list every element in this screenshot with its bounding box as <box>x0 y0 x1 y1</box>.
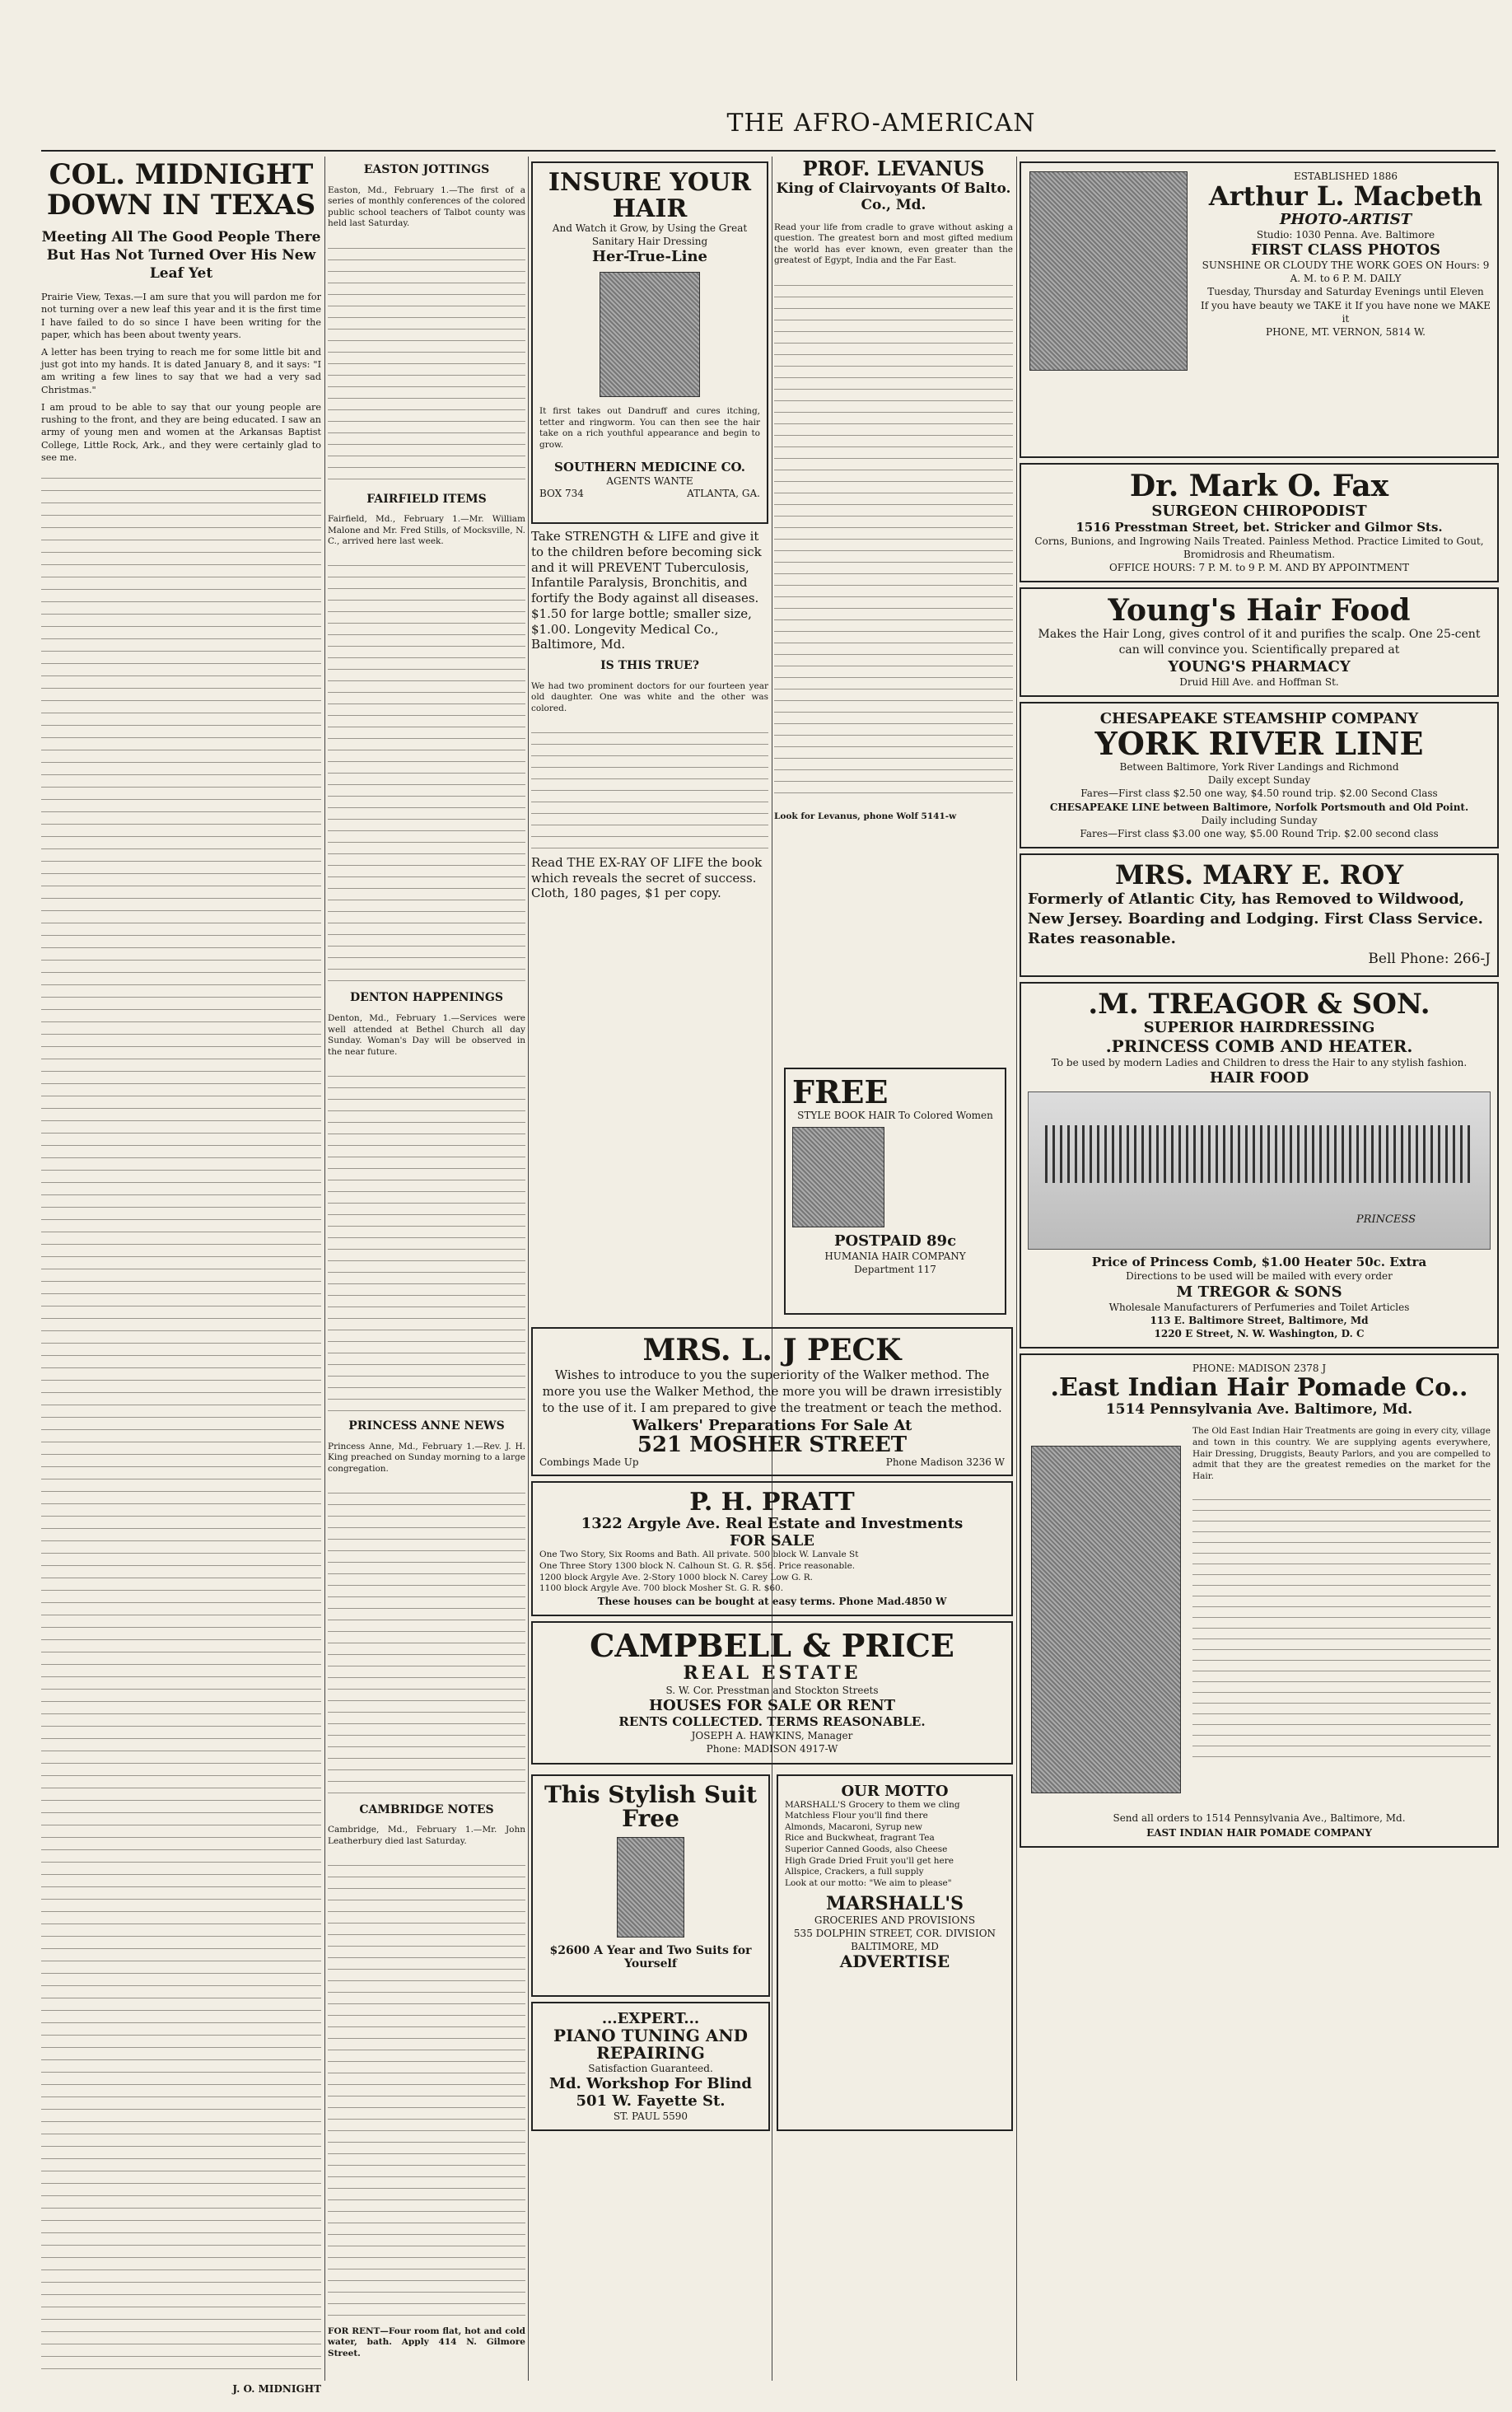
ad-box: BOX 734 <box>539 488 584 500</box>
treagor-sub: SUPERIOR HAIRDRESSING <box>1143 1019 1375 1037</box>
ei-address: 1514 Pennsylvania Ave. Baltimore, Md. <box>1105 1400 1413 1418</box>
ches-line: CHESAPEAKE LINE between Baltimore, Norfolk Portsmouth and Old Point. <box>1049 801 1469 813</box>
macbeth-hours: SUNSHINE OR CLOUDY THE WORK GOES ON Hours: 9 A. M. to 6 P. M. DAILY <box>1202 259 1490 285</box>
ad-brand: Her-True-Line <box>591 248 708 266</box>
piano-ad <box>531 2002 770 2131</box>
roy-body: Formerly of Atlantic City, has Removed to Wildwood, New Jersey. Boarding and Lodging. First Class Service. Rates reasonable. <box>1028 890 1483 948</box>
headline: COL. MIDNIGHT DOWN IN TEXAS <box>46 158 316 222</box>
cp-re: REAL ESTATE <box>683 1662 861 1684</box>
for-rent-notice: FOR RENT—Four room flat, hot and cold water, bath. Apply 414 N. Gilmore Street. <box>328 2326 525 2359</box>
news-item: Cambridge, Md., February 1.—Mr. John Leatherbury died last Saturday. <box>328 1825 525 1847</box>
motto-advertise: ADVERTISE <box>839 1952 950 1972</box>
peck-name: MRS. L. J PECK <box>642 1333 902 1367</box>
free-style-book-ad <box>784 1068 1006 1315</box>
cp-rents: RENTS COLLECTED. TERMS REASONABLE. <box>618 1714 926 1730</box>
motto-groceries: GROCERIES AND PROVISIONS <box>814 1914 976 1926</box>
pratt-footer: These houses can be bought at easy terms. Phone Mad.4850 W <box>597 1595 947 1607</box>
ei-footer: Send all orders to 1514 Pennsylvania Ave., Baltimore, Md. <box>1113 1812 1406 1824</box>
hair-switch-image <box>792 1127 884 1227</box>
piano-address: 501 W. Fayette St. <box>576 2092 726 2110</box>
motto-line: MARSHALL'S Grocery to them we cling <box>785 1799 960 1810</box>
ei-text-block <box>1192 1491 1491 1763</box>
ad-body: It first takes out Dandruff and cures itching, tetter and ringworm. You can then see the hair take on a rich youthful appearance and begin to grow. <box>539 405 760 450</box>
ches-daily: Daily including Sunday <box>1201 814 1318 826</box>
news-item: Easton, Md., February 1.—The first of a series of monthly conferences of the colored public school teachers of Talbot county was held last Saturday. <box>328 185 525 229</box>
masthead-rule <box>41 150 1496 152</box>
treagor-name2: M TREGOR & SONS <box>1176 1283 1342 1301</box>
masthead: THE AFRO-AMERICAN <box>726 109 1036 138</box>
article-text-block <box>41 469 321 2380</box>
cp-address: S. W. Cor. Presstman and Stockton Streets <box>665 1684 879 1696</box>
ad-agents: AGENTS WANTE <box>606 474 693 487</box>
treagor-directions: Directions to be used will be mailed with every order <box>1126 1270 1393 1283</box>
woman-long-hair-image <box>1031 1446 1181 1793</box>
deck: Meeting All The Good People There But Has Not Turned Over His New Leaf Yet <box>41 228 321 282</box>
ei-company: EAST INDIAN HAIR POMADE COMPANY <box>1146 1827 1372 1839</box>
peck-sale: Walkers' Preparations For Sale At <box>632 1416 912 1434</box>
section-heading: FAIRFIELD ITEMS <box>366 492 487 506</box>
column-divider <box>1016 157 1017 2381</box>
macbeth-address: Studio: 1030 Penna. Ave. Baltimore <box>1256 228 1435 241</box>
young-body: Makes the Hair Long, gives control of it and purifies the scalp. One 25-cent can will convince you. Scientifically prepared at <box>1038 628 1481 657</box>
campbell-price-ad <box>531 1621 1013 1764</box>
middle-ads <box>531 1322 1013 2136</box>
levanus-subtitle: King of Clairvoyants Of Balto. Co., Md. <box>776 180 1011 213</box>
motto-line: Rice and Buckwheat, fragrant Tea <box>785 1833 935 1844</box>
york-fares: Fares—First class $2.50 one way, $4.50 round trip. $2.00 Second Class <box>1080 788 1438 800</box>
motto-store: MARSHALL'S <box>825 1892 964 1914</box>
fax-hours: OFFICE HOURS: 7 P. M. to 9 P. M. AND BY APPOINTMENT <box>1108 562 1410 574</box>
piano-title: PIANO TUNING AND REPAIRING <box>553 2025 748 2063</box>
macbeth-name: Arthur L. Macbeth <box>1208 180 1483 213</box>
young-address: Druid Hill Ave. and Hoffman St. <box>1179 675 1339 688</box>
pratt-name: P. H. PRATT <box>689 1487 855 1517</box>
macbeth-text <box>1201 170 1491 339</box>
pratt-address: 1322 Argyle Ave. Real Estate and Investments <box>581 1515 964 1533</box>
article-paragraph: Prairie View, Texas.—I am sure that you will pardon me for not turning over a new leaf this year and it is the first time I have failed to do so since I have been writing for the paper, which has been about twenty years. <box>41 292 321 340</box>
fax-ad <box>1020 463 1499 582</box>
motto-line: Allspice, Crackers, a full supply <box>785 1867 924 1877</box>
macbeth-ad <box>1020 161 1499 458</box>
ei-phone: PHONE: MADISON 2378 J <box>1192 1363 1327 1375</box>
pratt-listing: One Two Story, Six Rooms and Bath. All private. 500 block W. Lanvale St <box>539 1550 859 1560</box>
treagor-wholesale: Wholesale Manufacturers of Perfumeries and Toilet Articles <box>1108 1301 1410 1313</box>
ei-body: The Old East Indian Hair Treatments are going in every city, village and town in this country. We are supplying agents everywhere, Hair Dressing, Druggists, Beauty Parlors, and you are compelled to admit that they are the greatest remedies on the market for the Hair. <box>1192 1426 1491 1481</box>
peck-footer-row <box>539 1456 1005 1468</box>
treagor-address2: 1220 E Street, N. W. Washington, D. C <box>1154 1328 1365 1339</box>
york-sub: Between Baltimore, York River Landings and Richmond <box>1119 761 1399 774</box>
section-heading: DENTON HAPPENINGS <box>350 991 503 1005</box>
free-subtitle: STYLE BOOK HAIR To Colored Women <box>797 1109 993 1121</box>
exray-ad: Read THE EX-RAY OF LIFE the book which reveals the secret of success. Cloth, 180 pages, $1 per copy. <box>531 854 763 901</box>
ei-title: .East Indian Hair Pomade Co.. <box>1050 1373 1468 1403</box>
text-block <box>328 556 525 984</box>
ad-company: SOUTHERN MEDICINE CO. <box>554 459 745 474</box>
fax-sub: Corns, Bunions, and Ingrowing Nails Treated. Painless Method. Practice Limited to Gout, Bromidrosis and Rheumatism. <box>1034 535 1484 560</box>
man-figure-image <box>617 1837 684 1938</box>
piano-expert: ...EXPERT... <box>601 2009 700 2027</box>
section-heading: CAMBRIDGE NOTES <box>359 1802 494 1816</box>
levanus-title: PROF. LEVANUS <box>802 157 985 180</box>
east-indian-ad <box>1020 1353 1499 1848</box>
news-item: Princess Anne, Md., February 1.—Rev. J. H. King preached on Sunday morning to a large congregation. <box>328 1441 525 1474</box>
article-paragraph: I am proud to be able to say that our young people are rushing to the front, and they are being educated. I saw an army of young men and women at the Arkansas Baptist College, Little Rock, Ark., and they were certainly glad to see me. <box>41 401 321 463</box>
peck-body: Wishes to introduce to you the superiority of the Walker method. The more you use the Walker Method, the more you will be drawn irresistibly to the use of it. I am prepared to give the treatment or teach the method. <box>542 1367 1002 1416</box>
macbeth-phone: PHONE, MT. VERNON, 5814 W. <box>1266 325 1426 338</box>
motto-city: BALTIMORE, MD <box>851 1941 939 1953</box>
roy-phone: Bell Phone: 266-J <box>1368 950 1491 967</box>
treagor-comb: .PRINCESS COMB AND HEATER. <box>1105 1036 1413 1057</box>
motto-line: High Grade Dried Fruit you'll get here <box>785 1855 954 1866</box>
column-ads-right <box>1020 157 1499 2381</box>
text-block <box>328 1484 525 1797</box>
ches-fares: Fares—First class $3.00 one way, $5.00 Round Trip. $2.00 second class <box>1080 827 1439 839</box>
text-block <box>328 1856 525 2317</box>
ches-title: CHESAPEAKE STEAMSHIP COMPANY <box>1099 710 1419 728</box>
macbeth-evenings: Tuesday, Thursday and Saturday Evenings until Eleven <box>1207 286 1484 298</box>
pratt-listing: 1200 block Argyle Ave. 2-Story 1000 block N. Carey Low G. R. <box>539 1572 814 1582</box>
motto-title: OUR MOTTO <box>841 1782 949 1800</box>
ad-city: ATLANTA, GA. <box>687 488 760 500</box>
column-local-news <box>328 157 525 2381</box>
piano-workshop: Md. Workshop For Blind <box>549 2074 752 2092</box>
young-ad <box>1020 587 1499 697</box>
macbeth-portrait-image <box>1029 171 1188 371</box>
article-paragraph: A letter has been trying to reach me for some little bit and just got into my hands. It is dated January 8, and it says: "I am writing a few lines to say that we had a very sad Christmas." <box>41 347 321 395</box>
news-item: Denton, Md., February 1.—Services were well attended at Bethel Church all day Sunday. Woman's Day will be observed in the near future. <box>328 1012 525 1057</box>
peck-phone: Phone Madison 3236 W <box>885 1456 1005 1468</box>
fax-name: Dr. Mark O. Fax <box>1129 469 1389 503</box>
ad-address-row <box>539 488 760 499</box>
ad-title: INSURE YOUR HAIR <box>548 168 752 223</box>
section-heading: IS THIS TRUE? <box>600 659 699 672</box>
treagor-use: To be used by modern Ladies and Children to dress the Hair to any stylish fashion. <box>1051 1057 1468 1069</box>
free-company: HUMANIA HAIR COMPANY <box>824 1250 966 1263</box>
text-block <box>328 239 525 486</box>
fax-address: 1516 Presstman Street, bet. Stricker and Gilmor Sts. <box>1076 519 1443 535</box>
pratt-listing: One Three Story 1300 block N. Calhoun St. G. R. $56. Price reasonable. <box>539 1560 856 1571</box>
news-item: Fairfield, Md., February 1.—Mr. William Malone and Mr. Fred Stills, of Mocksville, N. C., arrived here last week. <box>328 514 525 547</box>
section-heading: PRINCESS ANNE NEWS <box>348 1419 505 1433</box>
insure-hair-ad <box>531 161 768 524</box>
stylish-suit-ad <box>531 1774 770 1997</box>
suit-price: $2600 A Year and Two Suits for Yourself <box>549 1944 752 1971</box>
column-divider <box>324 157 325 2381</box>
woman-portrait-image <box>600 272 700 397</box>
fax-title: SURGEON CHIROPODIST <box>1151 502 1367 520</box>
piano-phone: ST. PAUL 5590 <box>613 2110 688 2122</box>
column-midnight <box>41 157 321 2396</box>
motto-address: 535 DOLPHIN STREET, COR. DIVISION <box>793 1927 996 1939</box>
motto-line: Almonds, Macaroni, Syrup new <box>785 1821 922 1832</box>
york-daily: Daily except Sunday <box>1207 774 1311 787</box>
column-divider <box>528 157 529 2381</box>
peck-address: 521 MOSHER STREET <box>637 1432 908 1457</box>
roy-name: MRS. MARY E. ROY <box>1114 859 1404 891</box>
macbeth-subtitle: PHOTO-ARTIST <box>1279 210 1412 228</box>
pratt-ad <box>531 1481 1013 1616</box>
bottom-left-ads <box>531 1769 770 2136</box>
suit-title: This Stylish Suit Free <box>544 1780 758 1832</box>
treagor-address1: 113 E. Baltimore Street, Baltimore, Md <box>1150 1314 1369 1326</box>
ad-subtitle: And Watch it Grow, by Using the Great Sanitary Hair Dressing <box>552 222 748 248</box>
levanus-footer: Look for Levanus, phone Wolf 5141-w <box>774 811 957 822</box>
motto-ad <box>777 1774 1013 2131</box>
cp-houses: HOUSES FOR SALE OR RENT <box>648 1697 896 1715</box>
peck-combings: Combings Made Up <box>539 1456 639 1468</box>
bottom-ads-row <box>531 1769 1013 2136</box>
cp-manager: JOSEPH A. HAWKINS, Manager <box>691 1730 853 1742</box>
strength-life-ad: Take STRENGTH & LIFE and give it to the children before becoming sick and it will PREVENT Tuberculosis, Infantile Paralysis, Bronchitis, and fortify the Body against all diseases. $1.50 for large bottle; smaller size, $1.00. Longevity Medical Co., Baltimore, Md. <box>531 529 762 652</box>
pratt-listing: 1100 block Argyle Ave. 700 block Mosher St. G. R. $60. <box>539 1583 784 1594</box>
macbeth-est: ESTABLISHED 1886 <box>1294 171 1398 182</box>
treagor-food: HAIR FOOD <box>1209 1069 1309 1087</box>
section-heading: EASTON JOTTINGS <box>363 163 490 176</box>
levanus-body: Read your life from cradle to grave without asking a question. The greatest born and most gifted medium the world has ever known, even greater than the greatest of Egypt, India and the Far East. <box>774 222 1013 266</box>
motto-line: Matchless Flour you'll find there <box>785 1811 928 1821</box>
macbeth-fc: FIRST CLASS PHOTOS <box>1251 241 1440 259</box>
treagor-ad <box>1020 982 1499 1349</box>
princess-label: PRINCESS <box>1356 1213 1416 1227</box>
text-block <box>774 276 1013 803</box>
signoff: J. O. MIDNIGHT <box>232 2383 321 2396</box>
free-dept: Department 117 <box>854 1264 936 1276</box>
york-title: YORK RIVER LINE <box>1094 725 1424 763</box>
young-title: Young's Hair Food <box>1108 593 1411 629</box>
young-pharmacy: YOUNG'S PHARMACY <box>1168 657 1351 675</box>
princess-comb-image <box>1028 1091 1491 1250</box>
roy-ad <box>1020 853 1499 976</box>
chesapeake-ad <box>1020 702 1499 848</box>
motto-line: Superior Canned Goods, also Cheese <box>785 1844 948 1855</box>
piano-satisfaction: Satisfaction Guaranteed. <box>588 2062 713 2074</box>
cp-phone: Phone: MADISON 4917-W <box>706 1743 838 1755</box>
pratt-forsale: FOR SALE <box>729 1532 815 1550</box>
free-postpaid: POSTPAID 89c <box>833 1232 957 1250</box>
macbeth-beauty: If you have beauty we TAKE it If you have none we MAKE it <box>1201 299 1491 325</box>
motto-line: Look at our motto: "We aim to please" <box>785 1878 952 1889</box>
true-body: We had two prominent doctors for our fourteen year old daughter. One was white and the other was colored. <box>531 680 768 713</box>
treagor-name: .M. TREAGOR & SON. <box>1088 987 1430 1021</box>
free-title: FREE <box>792 1073 889 1110</box>
cp-name: CAMPBELL & PRICE <box>590 1627 954 1665</box>
text-block <box>328 1067 525 1413</box>
peck-ad <box>531 1327 1013 1476</box>
treagor-price: Price of Princess Comb, $1.00 Heater 50c. Extra <box>1091 1255 1427 1270</box>
text-block <box>531 723 768 855</box>
